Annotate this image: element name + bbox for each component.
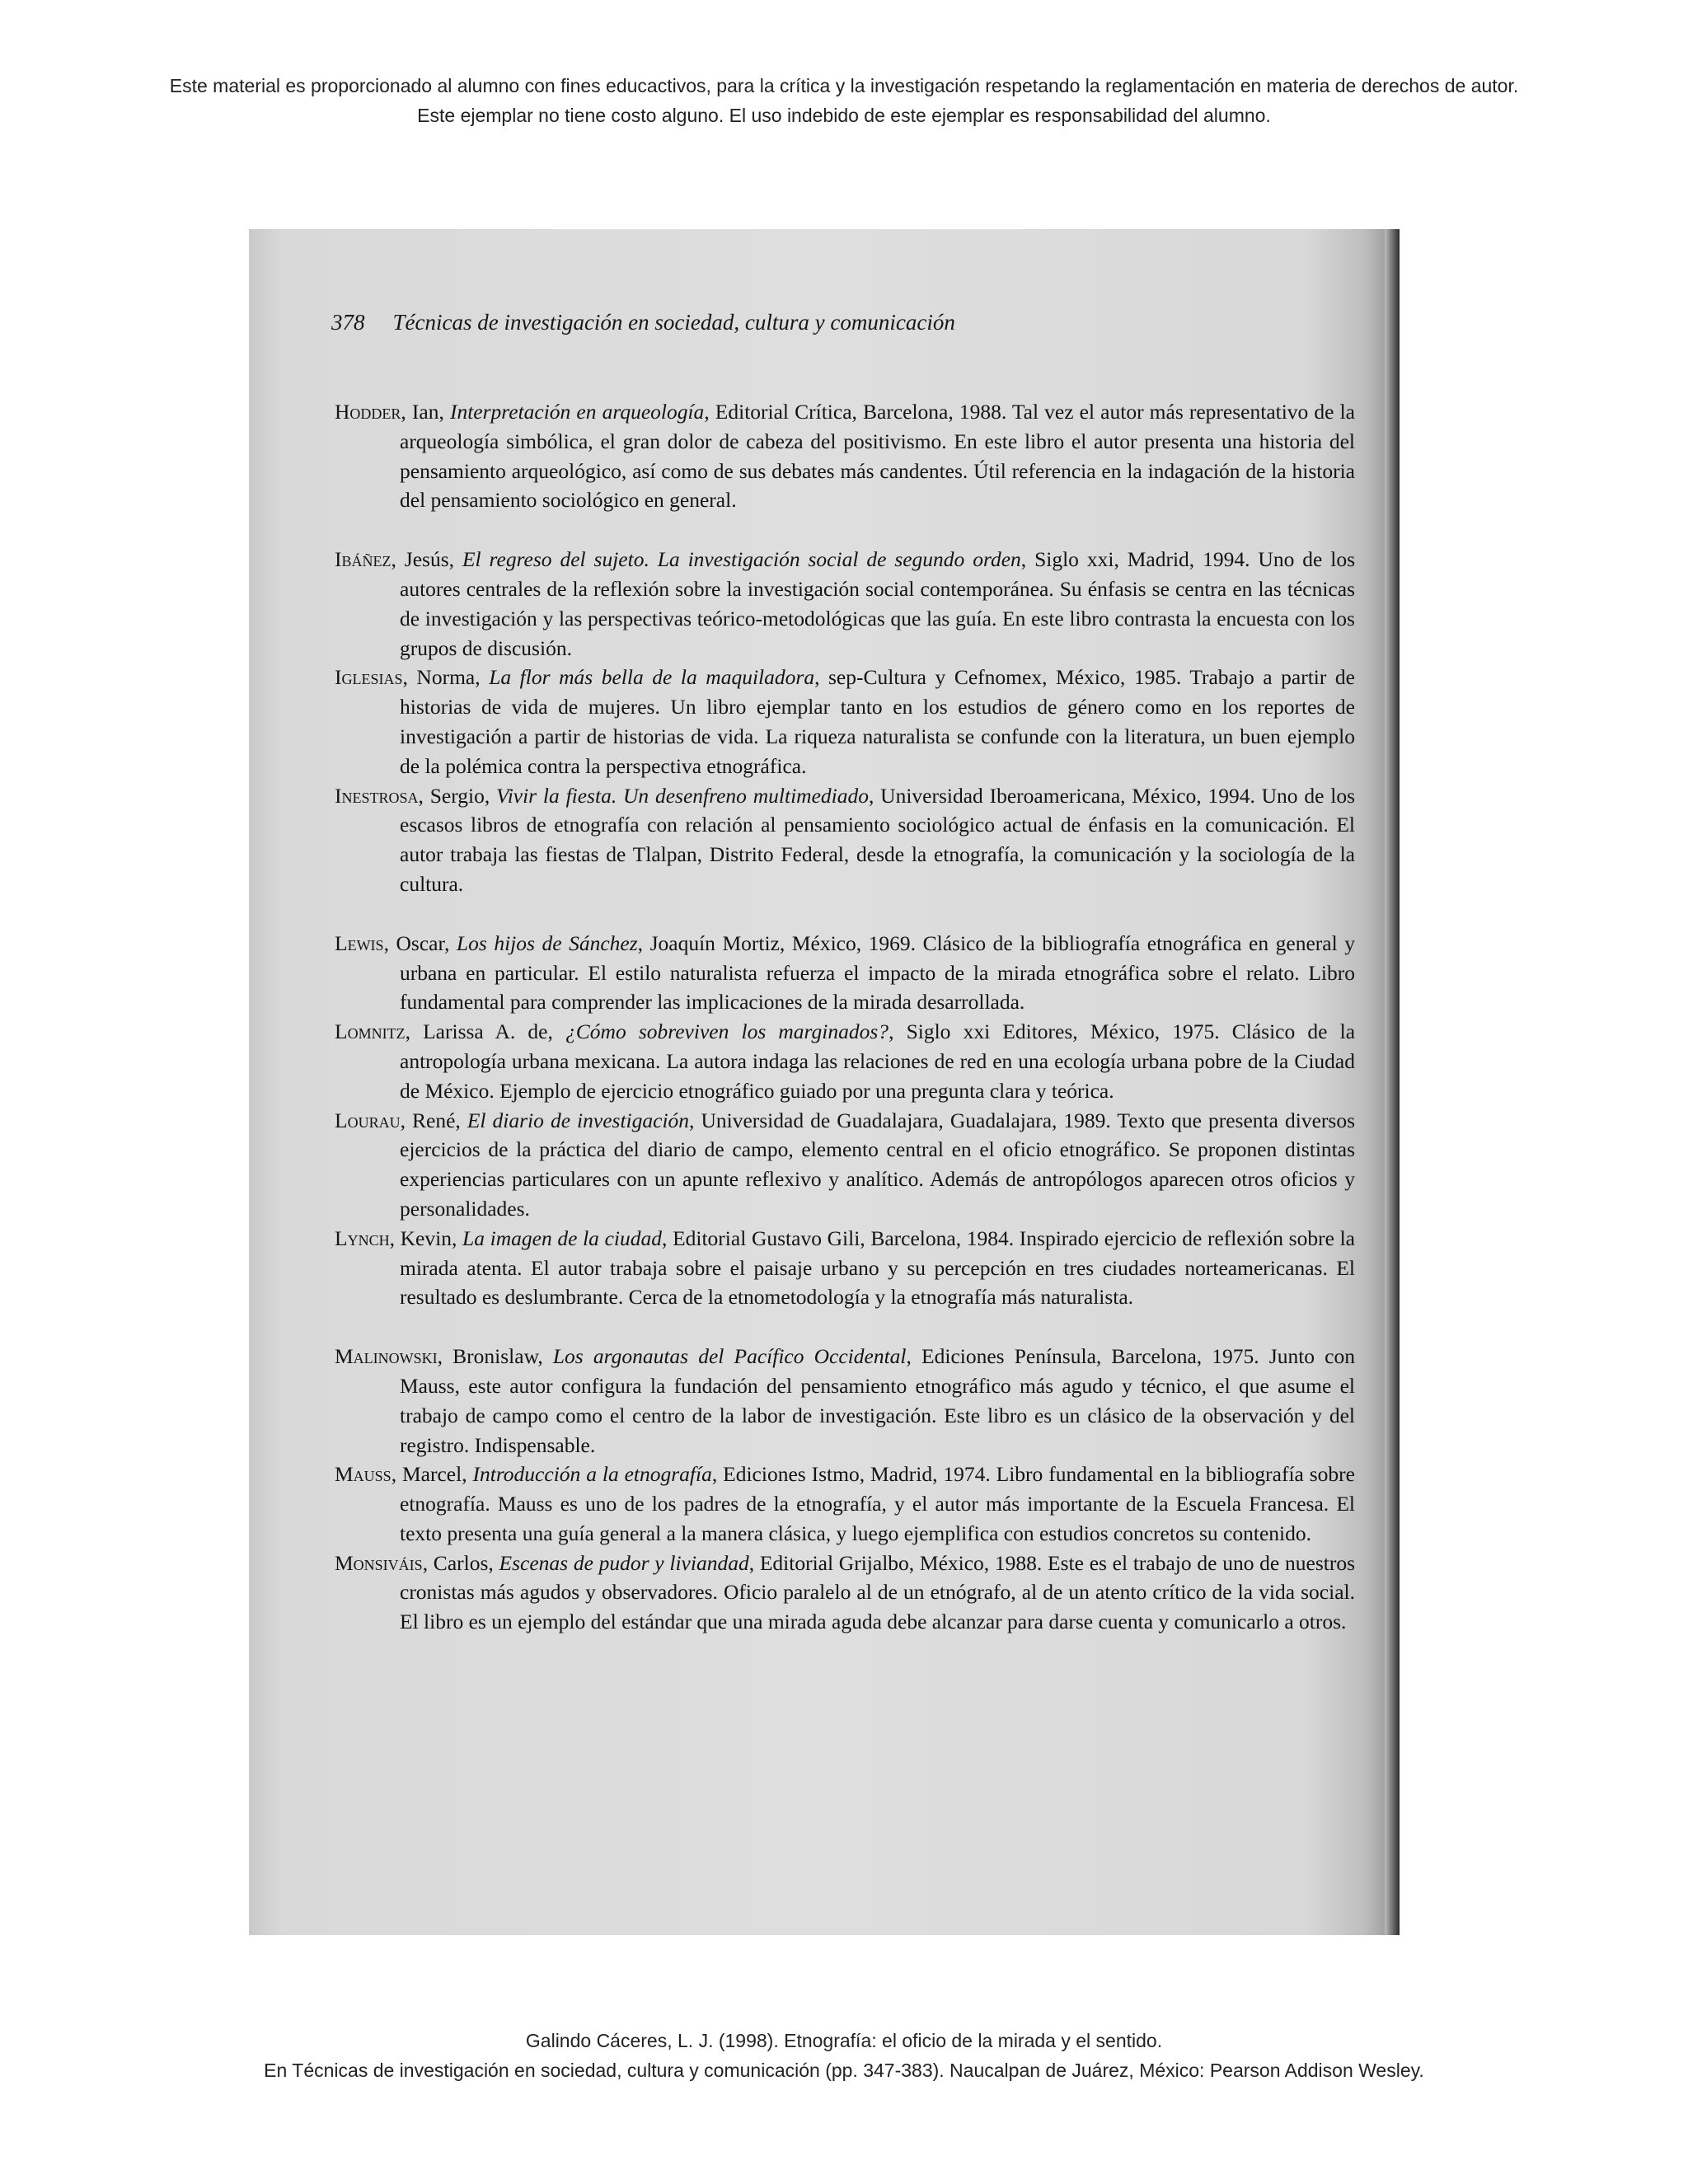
entry-annotation: , Editorial Crítica, Barcelona, 1988. Tal vez el autor más representativo de la arqueología simbólica, el gran dolor de cabeza del positivismo. En este libro el autor presenta una historia del pensamiento arqueológico, así como de sus debates más candentes. Útil referencia en la indagación de la historia del pensamiento sociológico en general. <box>400 400 1355 513</box>
citation-line-2: En Técnicas de investigación en sociedad, cultura y comunicación (pp. 347-383). Naucalpan de Juárez, México: Pearson Addison Wesley. <box>264 2060 1424 2081</box>
bibliography-entry: Lewis, Oscar, Los hijos de Sánchez, Joaquín Mortiz, México, 1969. Clásico de la bibliografía etnográfica en general y urbana en particular. El estilo naturalista refuerza el impacto de la mirada etnográfica sobre el relato. Libro fundamental para comprender las implicaciones de la mirada desarrollada. <box>335 930 1355 1015</box>
citation-footer <box>0 2026 1688 2085</box>
disclaimer-line-2: Este ejemplar no tiene costo alguno. El uso indebido de este ejemplar es responsabilidad del alumno. <box>417 105 1271 126</box>
entry-author: Iglesias <box>335 665 403 690</box>
entry-annotation: , Siglo xxi Editores, México, 1975. Clásico de la antropología urbana mexicana. La autora indaga las relaciones de red en una ecología urbana pobre de la Ciudad de México. Ejemplo de ejercicio etnográfico guiado por una pregunta clara y teórica. <box>400 1019 1356 1103</box>
running-title: Técnicas de investigación en sociedad, cultura y comunicación <box>392 310 955 335</box>
entry-title: Introducción a la etnografía <box>472 1462 712 1487</box>
entry-annotation: , Universidad Iberoamericana, México, 1994. Uno de los escasos libros de etnografía con relación al pensamiento sociológico actual de énfasis en la comunicación. El autor trabaja las fiestas de Tlalpan, Distrito Federal, desde la etnografía, la comunicación y la sociología de la cultura. <box>400 783 1355 896</box>
entry-title: El diario de investigación <box>467 1108 690 1132</box>
bibliography-entry: Hodder, Ian, Interpretación en arqueología, Editorial Crítica, Barcelona, 1988. Tal vez el autor más representativo de la arqueología simbólica, el gran dolor de cabeza del positivismo. En este libro el autor presenta una historia del pensamiento arqueológico, así como de sus debates más candentes. Útil referencia en la indagación de la historia del pensamiento sociológico en general. <box>335 400 1355 513</box>
entry-annotation: , Siglo xxi, Madrid, 1994. Uno de los autores centrales de la reflexión sobre la investigación social contemporánea. Su énfasis se centra en las técnicas de investigación y las perspectivas teórico-metodológicas que las guía. En este libro contrasta la encuesta con los grupos de discusión. <box>400 547 1355 660</box>
entry-author: Lourau <box>335 1108 401 1132</box>
bibliography-entry: Ibáñez, Jesús, El regreso del sujeto. La investigación social de segundo orden, Siglo xxi, Madrid, 1994. Uno de los autores centrales de la reflexión sobre la investigación social contemporánea. Su énfasis se centra en las técnicas de investigación y las perspectivas teórico-metodológicas que las guía. En este libro contrasta la encuesta con los grupos de discusión. <box>335 547 1355 660</box>
page-number: 378 <box>331 310 365 335</box>
entry-annotation: , Editorial Grijalbo, México, 1988. Este es el trabajo de uno de nuestros cronistas más agudos y observadores. Oficio paralelo al de un etnógrafo, al de un atento crítico de la vida social. El libro es un ejemplo del estándar que una mirada aguda debe alcanzar para darse cuenta y comunicarlo a otros. <box>400 1550 1355 1634</box>
entry-annotation: , Universidad de Guadalajara, Guadalajara, 1989. Texto que presenta diversos ejercicios de la práctica del diario de campo, elemento central en el oficio etnográfico. Se proponen distintas experiencias particulares con un apunte reflexivo y analítico. Además de antropólogos aparecen otros oficios y personalidades. <box>400 1108 1355 1221</box>
bibliography-list <box>335 397 1355 1637</box>
entry-title: Escenas de pudor y liviandad <box>499 1550 749 1575</box>
entry-author: Monsiváis <box>335 1550 423 1575</box>
bibliography-entry: Iglesias, Norma, La flor más bella de la maquiladora, sep-Cultura y Cefnomex, México, 1985. Trabajo a partir de historias de vida de mujeres. Un libro ejemplar tanto en los estudios de género como en los reportes de investigación a partir de historias de vida. La riqueza naturalista se confunde con la literatura, un buen ejemplo de la polémica contra la perspectiva etnográfica. <box>335 665 1355 778</box>
entry-title: Vivir la fiesta. Un desenfreno multimediado <box>496 783 869 808</box>
citation-line-1: Galindo Cáceres, L. J. (1998). Etnografía: el oficio de la mirada y el sentido. <box>525 2030 1163 2051</box>
entry-annotation: , sep-Cultura y Cefnomex, México, 1985. Trabajo a partir de historias de vida de mujeres. Un libro ejemplar tanto en los estudios de género como en los reportes de investigación a partir de historias de vida. La riqueza naturalista se confunde con la literatura, un buen ejemplo de la polémica contra la perspectiva etnográfica. <box>400 665 1355 778</box>
disclaimer-line-1: Este material es proporcionado al alumno con fines educactivos, para la crítica y la investigación respetando la reglamentación en materia de derechos de autor. <box>169 75 1519 96</box>
entry-author: Hodder <box>335 400 401 424</box>
bibliography-entry: Monsiváis, Carlos, Escenas de pudor y liviandad, Editorial Grijalbo, México, 1988. Este es el trabajo de uno de nuestros cronistas más agudos y observadores. Oficio paralelo al de un etnógrafo, al de un atento crítico de la vida social. El libro es un ejemplo del estándar que una mirada aguda debe alcanzar para darse cuenta y comunicarlo a otros. <box>335 1550 1355 1634</box>
entry-author: Inestrosa <box>335 783 419 808</box>
running-head <box>331 310 955 335</box>
entry-annotation: , Editorial Gustavo Gili, Barcelona, 1984. Inspirado ejercicio de reflexión sobre la mirada atenta. El autor trabaja sobre el paisaje urbano y su percepción en tres ciudades norteamericanas. El resultado es deslumbrante. Cerca de la etnometodología y la etnografía más naturalista. <box>400 1226 1355 1310</box>
scanned-page <box>249 229 1400 1935</box>
bibliography-entry: Inestrosa, Sergio, Vivir la fiesta. Un desenfreno multimediado, Universidad Iberoamericana, México, 1994. Uno de los escasos libros de etnografía con relación al pensamiento sociológico actual de énfasis en la comunicación. El autor trabaja las fiestas de Tlalpan, Distrito Federal, desde la etnografía, la comunicación y la sociología de la cultura. <box>335 783 1355 896</box>
entry-title: ¿Cómo sobreviven los marginados? <box>565 1019 889 1044</box>
entry-title: La flor más bella de la maquiladora <box>489 665 815 690</box>
entry-title: El regreso del sujeto. La investigación social de segundo orden <box>462 547 1021 572</box>
entry-author: Lewis <box>335 930 384 955</box>
entry-author: Lynch <box>335 1226 390 1250</box>
entry-title: Los argonautas del Pacífico Occidental <box>552 1344 907 1369</box>
entry-title: Interpretación en arqueología <box>449 400 705 424</box>
entry-title: Los hijos de Sánchez <box>456 930 638 955</box>
bibliography-entry: Lourau, René, El diario de investigación, Universidad de Guadalajara, Guadalajara, 1989. Texto que presenta diversos ejercicios de la práctica del diario de campo, elemento central en el oficio etnográfico. Se proponen distintas experiencias particulares con un apunte reflexivo y analítico. Además de antropólogos aparecen otros oficios y personalidades. <box>335 1108 1355 1221</box>
entry-title: La imagen de la ciudad <box>462 1226 663 1250</box>
entry-author: Ibáñez <box>335 547 392 572</box>
page-binding-shadow <box>1385 229 1400 1935</box>
entry-annotation: , Ediciones Península, Barcelona, 1975. Junto con Mauss, este autor configura la fundación del pensamiento etnográfico más agudo y técnico, el que asume el trabajo de campo como el centro de la labor de investigación. Este libro es un clásico de la observación y del registro. Indispensable. <box>400 1344 1356 1457</box>
bibliography-entry: Lynch, Kevin, La imagen de la ciudad, Editorial Gustavo Gili, Barcelona, 1984. Inspirado ejercicio de reflexión sobre la mirada atenta. El autor trabaja sobre el paisaje urbano y su percepción en tres ciudades norteamericanas. El resultado es deslumbrante. Cerca de la etnometodología y la etnografía más naturalista. <box>335 1226 1355 1310</box>
bibliography-entry: Malinowski, Bronislaw, Los argonautas del Pacífico Occidental, Ediciones Península, Barcelona, 1975. Junto con Mauss, este autor configura la fundación del pensamiento etnográfico más agudo y técnico, el que asume el trabajo de campo como el centro de la labor de investigación. Este libro es un clásico de la observación y del registro. Indispensable. <box>335 1344 1356 1457</box>
bibliography-entry: Mauss, Marcel, Introducción a la etnografía, Ediciones Istmo, Madrid, 1974. Libro fundamental en la bibliografía sobre etnografía. Mauss es uno de los padres de la etnografía, y el autor más importante de la Escuela Francesa. El texto presenta una guía general a la manera clásica, y luego ejemplifica con estudios concretos su contenido. <box>335 1462 1355 1545</box>
entry-author: Mauss <box>335 1462 392 1487</box>
entry-annotation: , Joaquín Mortiz, México, 1969. Clásico de la bibliografía etnográfica en general y urbana en particular. El estilo naturalista refuerza el impacto de la mirada etnográfica sobre el relato. Libro fundamental para comprender las implicaciones de la mirada desarrollada. <box>400 930 1355 1015</box>
entry-annotation: , Ediciones Istmo, Madrid, 1974. Libro fundamental en la bibliografía sobre etnografía. Mauss es uno de los padres de la etnografía, y el autor más importante de la Escuela Francesa. El texto presenta una guía general a la manera clásica, y luego ejemplifica con estudios concretos su contenido. <box>400 1462 1355 1545</box>
bibliography-entry: Lomnitz, Larissa A. de, ¿Cómo sobreviven los marginados?, Siglo xxi Editores, México, 1975. Clásico de la antropología urbana mexicana. La autora indaga las relaciones de red en una ecología urbana pobre de la Ciudad de México. Ejemplo de ejercicio etnográfico guiado por una pregunta clara y teórica. <box>335 1019 1356 1103</box>
entry-author: Lomnitz <box>335 1019 406 1044</box>
entry-author: Malinowski <box>335 1344 438 1369</box>
copyright-disclaimer <box>0 71 1688 130</box>
